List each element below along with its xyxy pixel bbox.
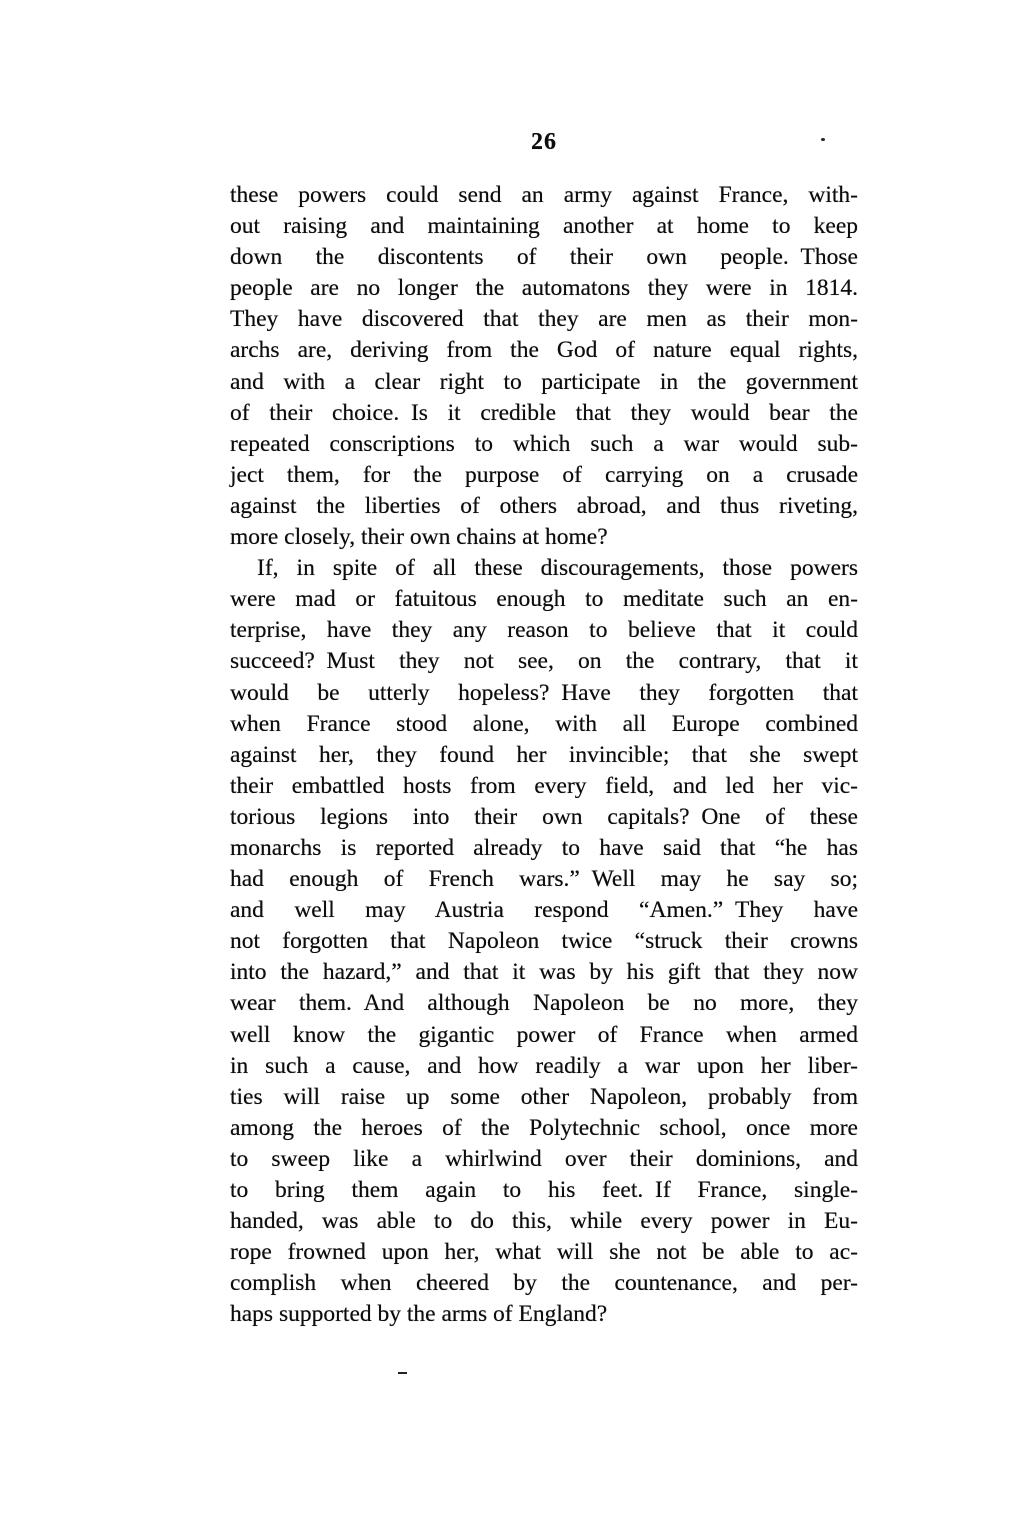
text-line: torious legions into their own capitals? One of these xyxy=(230,803,858,830)
text-line: to sweep like a whirlwind over their dominions, and xyxy=(230,1145,858,1172)
text-line: repeated conscriptions to which such a war would sub- xyxy=(230,430,858,457)
scan-artifact-dot xyxy=(821,138,825,141)
text-line: complish when cheered by the countenance, and per- xyxy=(230,1270,858,1297)
text-line: were mad or fatuitous enough to meditate such an en- xyxy=(230,586,858,613)
text-line: and well may Austria respond “Amen.” They have xyxy=(230,897,858,924)
text-line: people are no longer the automatons they were in 1814. xyxy=(230,275,858,302)
text-line: when France stood alone, with all Europe combined xyxy=(230,710,858,737)
text-line: wear them. And although Napoleon be no more, they xyxy=(230,990,858,1017)
page-number: 26 xyxy=(531,129,557,155)
text-line: these powers could send an army against France, with- xyxy=(230,182,858,208)
text-line: against her, they found her invincible; that she swept xyxy=(230,741,858,768)
text-line: terprise, have they any reason to believe that it could xyxy=(230,617,858,644)
text-line: well know the gigantic power of France when armed xyxy=(230,1021,858,1048)
text-line: into the hazard,” and that it was by his gift that they now xyxy=(230,959,858,986)
scan-artifact-dash xyxy=(398,1372,407,1374)
text-line: their embattled hosts from every field, and led her vic- xyxy=(230,772,858,799)
text-line: in such a cause, and how readily a war upon her liber- xyxy=(230,1052,858,1079)
text-line: out raising and maintaining another at home to keep xyxy=(230,213,858,240)
text-line: rope frowned upon her, what will she not be able to ac- xyxy=(230,1239,858,1266)
text-line: monarchs is reported already to have said that “he has xyxy=(230,834,858,861)
text-line: They have discovered that they are men as their mon- xyxy=(230,306,858,333)
text-line: more closely, their own chains at home? xyxy=(230,524,608,551)
text-line: archs are, deriving from the God of nature equal rights, xyxy=(230,337,858,364)
text-line: of their choice. Is it credible that they would bear the xyxy=(230,399,858,426)
text-line: handed, was able to do this, while every power in Eu- xyxy=(230,1208,858,1235)
text-line: ties will raise up some other Napoleon, probably from xyxy=(230,1083,858,1110)
text-line: succeed? Must they not see, on the contrary, that it xyxy=(230,648,858,675)
text-line: and with a clear right to participate in the government xyxy=(230,368,858,395)
text-line: against the liberties of others abroad, and thus riveting, xyxy=(230,492,858,519)
text-line: among the heroes of the Polytechnic school, once more xyxy=(230,1114,858,1141)
text-block xyxy=(230,180,858,1330)
text-line: to bring them again to his feet. If France, single- xyxy=(230,1177,858,1203)
text-line: down the discontents of their own people. Those xyxy=(230,244,858,271)
text-line: haps supported by the arms of England? xyxy=(230,1301,608,1328)
text-line: ject them, for the purpose of carrying on a crusade xyxy=(230,461,858,488)
text-line: had enough of French wars.” Well may he say so; xyxy=(230,866,858,893)
text-line: not forgotten that Napoleon twice “struck their crowns xyxy=(230,928,858,955)
text-line: If, in spite of all these discouragements, those powers xyxy=(257,555,858,582)
text-line: would be utterly hopeless? Have they forgotten that xyxy=(230,679,858,706)
